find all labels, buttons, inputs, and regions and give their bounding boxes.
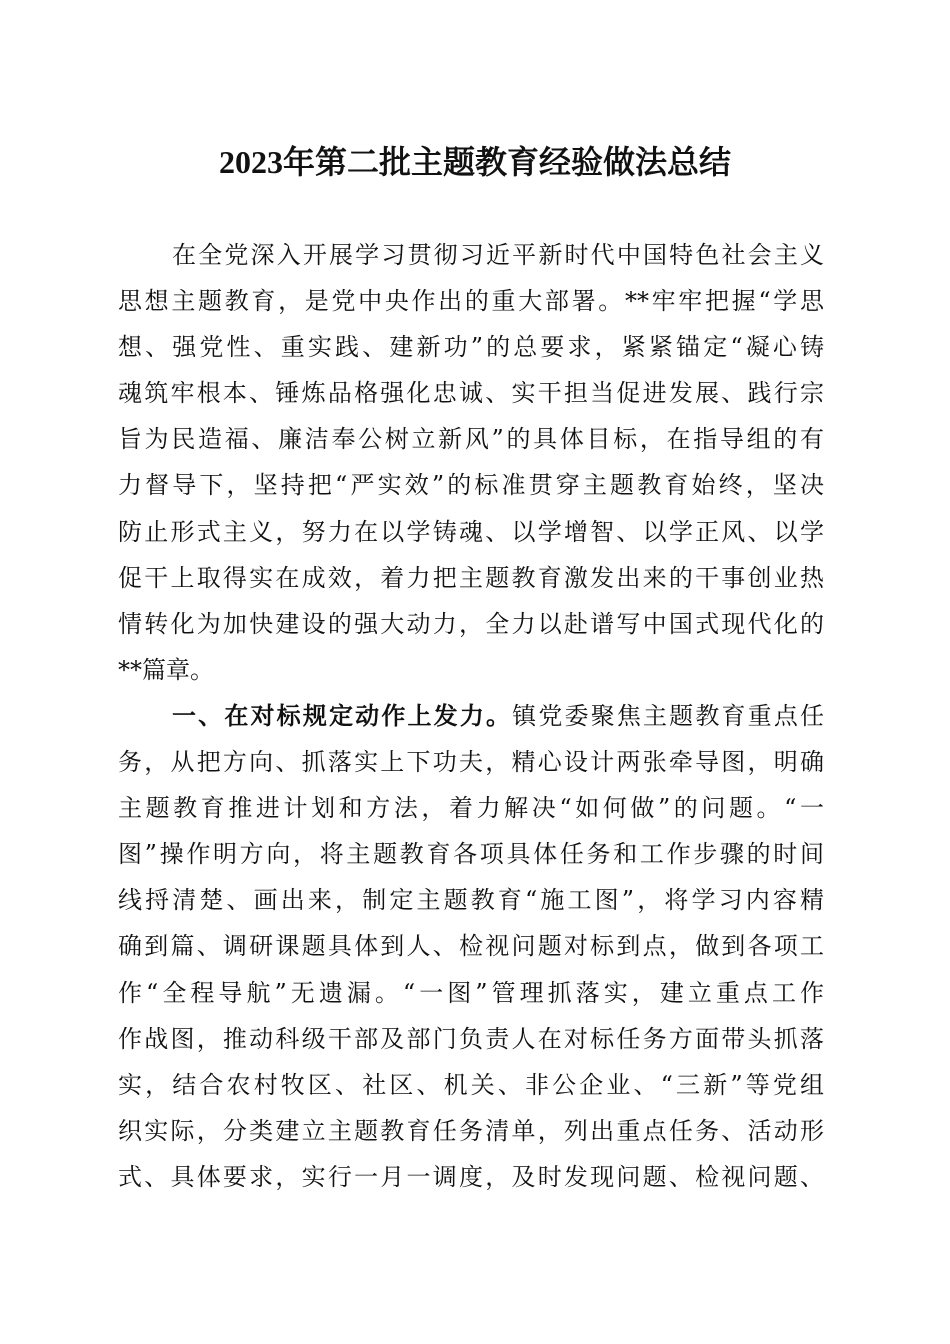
- paragraph-line: 线捋清楚、画出来，制定主题教育“施工图”，将学习内容精: [118, 886, 824, 915]
- paragraph-line: 力督导下，坚持把“严实效”的标准贯穿主题教育始终，坚决: [118, 471, 824, 500]
- paragraph-line: 实，结合农村牧区、社区、机关、非公企业、“三新”等党组: [118, 1070, 824, 1099]
- paragraph-intro: [118, 232, 824, 693]
- section-1-first-line-text: 镇党委聚焦主题教育重点任: [512, 701, 824, 730]
- paragraph-line: 务，从把方向、抓落实上下功夫，精心设计两张牵导图，明确: [118, 748, 824, 777]
- document-body: [118, 232, 824, 1200]
- paragraph-line: 魂筑牢根本、锤炼品格强化忠诚、实干担当促进发展、践行宗: [118, 379, 824, 408]
- paragraph-line: 织实际，分类建立主题教育任务清单，列出重点任务、活动形: [118, 1116, 824, 1145]
- section-1: [118, 693, 824, 1200]
- paragraph-line: 式、具体要求，实行一月一调度，及时发现问题、检视问题、: [118, 1162, 824, 1191]
- paragraph-line: 确到篇、调研课题具体到人、检视问题对标到点，做到各项工: [118, 932, 824, 961]
- paragraph-line: 主题教育推进计划和方法，着力解决“如何做”的问题。“一: [118, 794, 824, 823]
- paragraph-line: 想、强党性、重实践、建新功”的总要求，紧紧锚定“凝心铸: [118, 333, 824, 362]
- paragraph-line: 图”操作明方向，将主题教育各项具体任务和工作步骤的时间: [118, 840, 824, 869]
- paragraph-line: 在全党深入开展学习贯彻习近平新时代中国特色社会主义: [172, 241, 824, 269]
- document-title: 2023年第二批主题教育经验做法总结: [218, 144, 731, 180]
- paragraph-line: 作战图，推动科级干部及部门负责人在对标任务方面带头抓落: [118, 1024, 824, 1053]
- paragraph-line: 旨为民造福、廉洁奉公树立新风”的具体目标，在指导组的有: [118, 425, 824, 454]
- paragraph-line: 作“全程导航”无遗漏。“一图”管理抓落实，建立重点工作: [118, 978, 824, 1007]
- section-1-heading: 一、在对标规定动作上发力。: [172, 701, 513, 730]
- section-1-first-line: [118, 693, 824, 739]
- paragraph-line: 情转化为加快建设的强大动力，全力以赴谱写中国式现代化的: [118, 609, 824, 638]
- paragraph-line: 促干上取得实在成效，着力把主题教育激发出来的干事创业热: [118, 563, 824, 592]
- paragraph-line: **篇章。: [118, 655, 214, 684]
- paragraph-line: 防止形式主义，努力在以学铸魂、以学增智、以学正风、以学: [118, 517, 824, 546]
- paragraph-line: 思想主题教育，是党中央作出的重大部署。**牢牢把握“学思: [118, 287, 824, 316]
